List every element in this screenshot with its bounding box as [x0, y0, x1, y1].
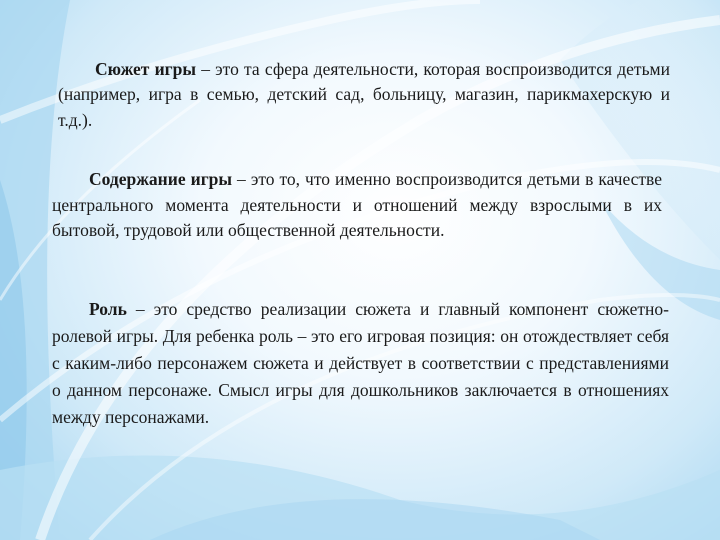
paragraph-plot — [58, 57, 670, 133]
definition-role: – это средство реализации сюжета и главный компонент сюжетно-ролевой игры. Для ребенка роль – это его игровая позиция: он отождествляет себя с каким-либо персонажем сюжета и действует в соответствии с представлениями о данном персонаже. Смысл игры для дошкольников заключается в отношениях между персонажами. — [52, 299, 669, 427]
term-role: Роль — [89, 299, 127, 319]
definition-plot: – это та сфера деятельности, которая воспроизводится детьми (например, игра в семью, детский сад, больницу, магазин, парикмахерскую и т.д.). — [58, 59, 670, 130]
paragraph-content — [52, 167, 662, 244]
term-plot: Сюжет игры — [95, 59, 197, 79]
definition-content: – это то, что именно воспроизводится детьми в качестве центрального момента деятельности и отношений между взрослыми в их бытовой, трудовой или общественной деятельности. — [52, 169, 662, 240]
paragraph-role — [52, 296, 669, 431]
term-content: Содержание игры — [89, 169, 233, 189]
